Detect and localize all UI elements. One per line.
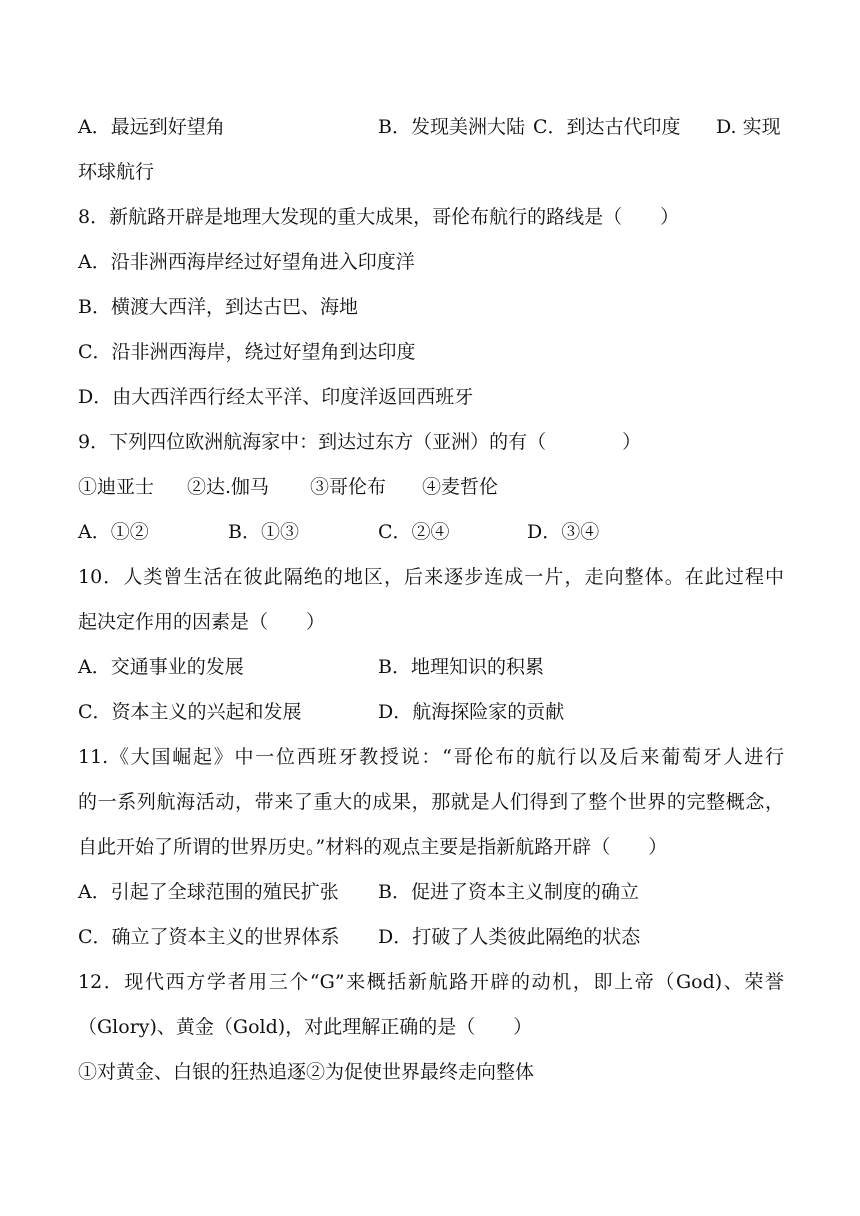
q9-option-b: B．①③	[228, 521, 299, 543]
q8-option-b: B．横渡大西洋，到达古巴、海地	[78, 296, 358, 318]
q9-option-a: A．①②	[78, 521, 149, 543]
q7-option-b: B．发现美洲大陆	[378, 116, 525, 138]
q11-option-c: C．确立了资本主义的世界体系	[78, 926, 340, 948]
q11-stem-line-2: 的一系列航海活动，带来了重大的成果，那就是人们得到了整个世界的完整概念，	[78, 791, 784, 813]
q11-stem-line-1: 11.《大国崛起》中一位西班牙教授说：“哥伦布的航行以及后来葡萄牙人进行	[78, 746, 784, 768]
q10-option-a: A．交通事业的发展	[78, 656, 244, 678]
q11-option-d: D．打破了人类彼此隔绝的状态	[378, 926, 641, 948]
q12-item-line: ①对黄金、白银的狂热追逐②为促使世界最终走向整体	[78, 1061, 535, 1083]
q10-option-c: C．资本主义的兴起和发展	[78, 701, 302, 723]
q8-option-d: D．由大西洋西行经太平洋、印度洋返回西班牙	[78, 386, 474, 408]
q11-option-b: B．促进了资本主义制度的确立	[378, 881, 639, 903]
q12-stem-line-1: 12．现代西方学者用三个“G”来概括新航路开辟的动机，即上帝（God)、荣誉	[78, 971, 784, 993]
q10-stem-line-2: 起决定作用的因素是（ ）	[78, 611, 326, 633]
q9-item-1: ①迪亚士	[78, 476, 155, 498]
q8-stem: 8．新航路开辟是地理大发现的重大成果，哥伦布航行的路线是（ ）	[78, 206, 680, 228]
q11-option-a: A．引起了全球范围的殖民扩张	[78, 881, 339, 903]
q9-item-2: ②达.伽马	[187, 476, 270, 498]
q7-option-a: A．最远到好望角	[78, 116, 225, 138]
q12-stem-line-2: （Glory)、黄金（Gold)，对此理解正确的是（ ）	[78, 1016, 533, 1038]
q7-option-d: D. 实现	[716, 116, 781, 138]
q9-option-d: D．③④	[527, 521, 600, 543]
q9-option-c: C．②④	[378, 521, 450, 543]
q9-item-3: ③哥伦布	[310, 476, 387, 498]
q10-stem-line-1: 10．人类曾生活在彼此隔绝的地区，后来逐步连成一片，走向整体。在此过程中	[78, 566, 784, 588]
q9-item-4: ④麦哲伦	[422, 476, 499, 498]
q7-option-d-continuation: 环球航行	[78, 161, 155, 183]
q7-option-c: C．到达古代印度	[533, 116, 681, 138]
q10-option-d: D．航海探险家的贡献	[378, 701, 565, 723]
q10-option-b: B．地理知识的积累	[378, 656, 544, 678]
q9-stem: 9．下列四位欧洲航海家中：到达过东方（亚洲）的有（ ）	[78, 431, 642, 453]
q8-option-c: C．沿非洲西海岸，绕过好望角到达印度	[78, 341, 416, 363]
q8-option-a: A．沿非洲西海岸经过好望角进入印度洋	[78, 251, 415, 273]
q11-stem-line-3: 自此开始了所谓的世界历史。”材料的观点主要是指新航路开辟（ ）	[78, 836, 668, 858]
